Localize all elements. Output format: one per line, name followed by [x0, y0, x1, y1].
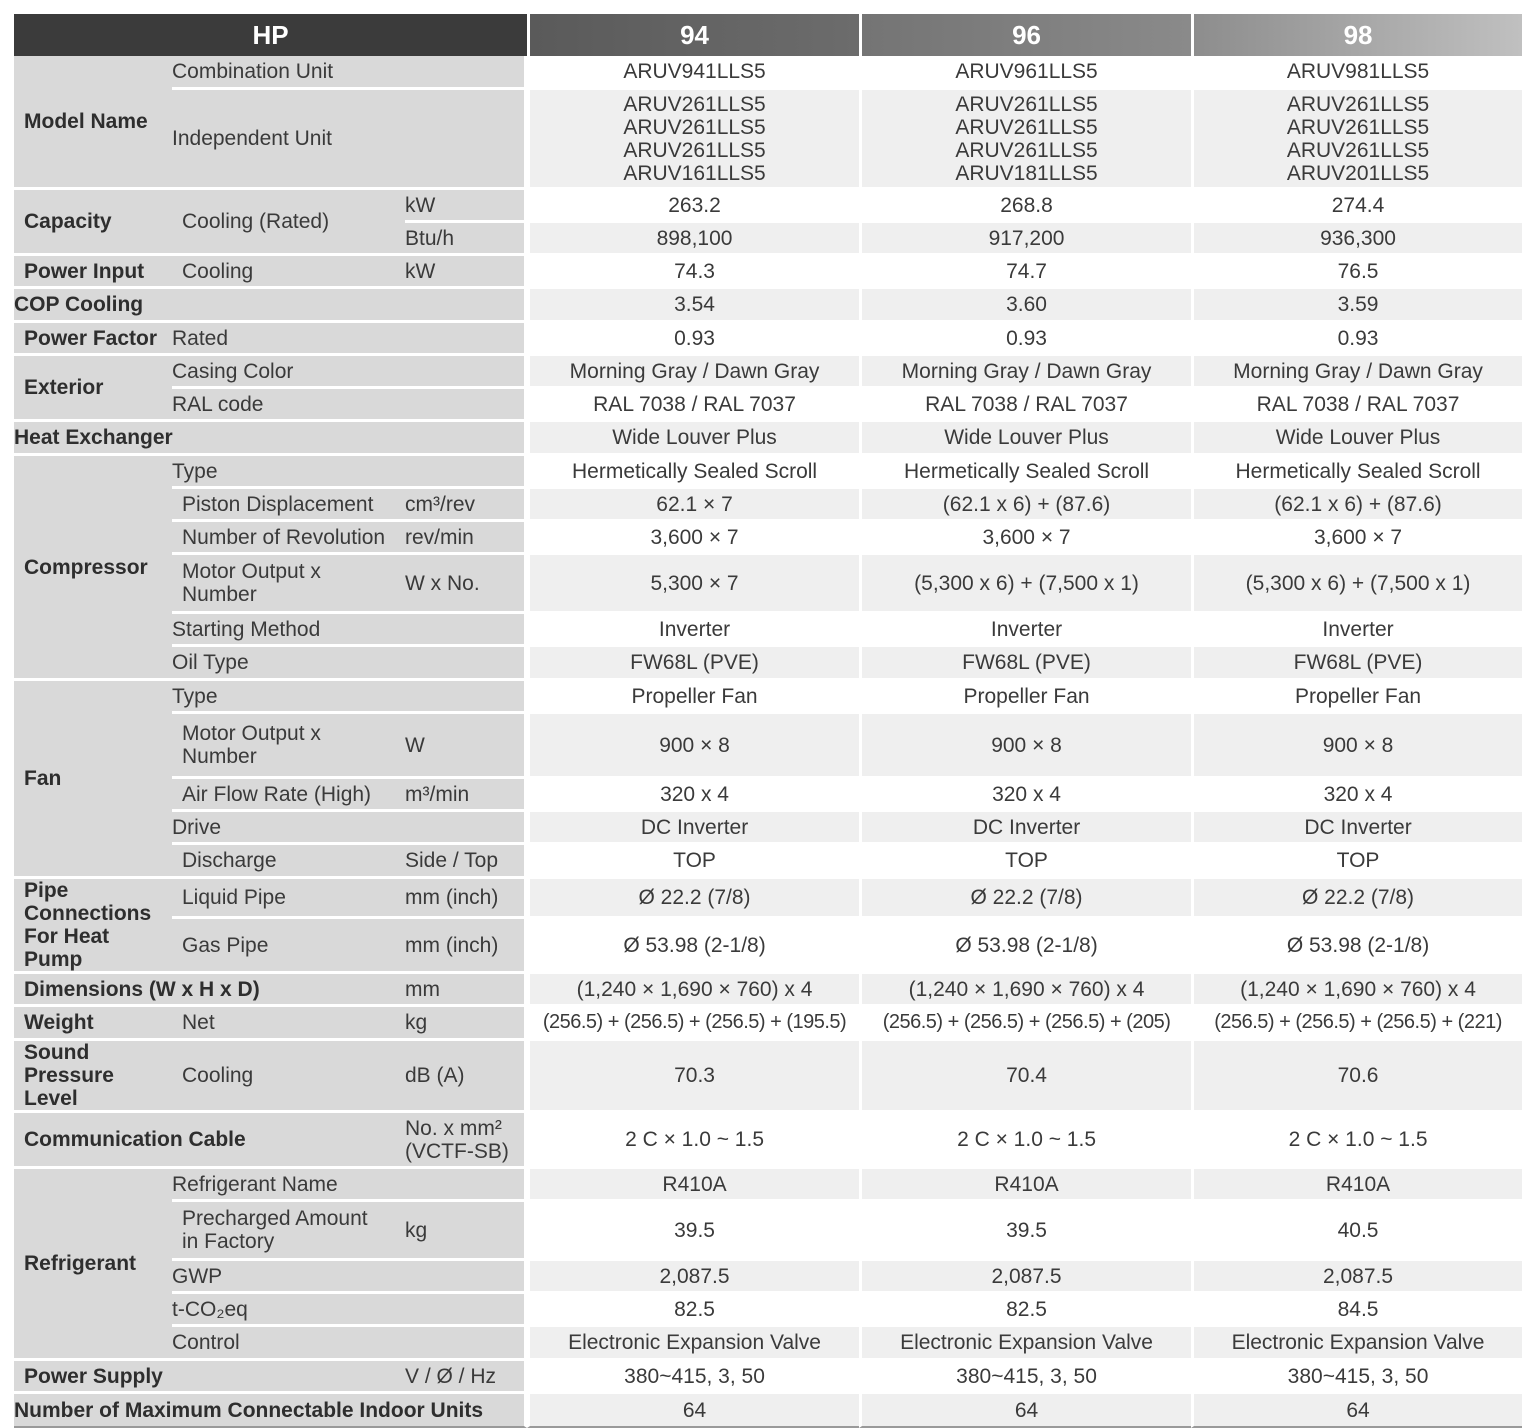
unit-kg: kg	[405, 1007, 527, 1041]
label-discharge: Discharge	[172, 845, 405, 879]
row-sound-pressure	[14, 1041, 1522, 1113]
label-air-flow-rate: Air Flow Rate (High)	[172, 779, 405, 812]
label-independent-unit: Independent Unit	[172, 90, 527, 190]
row-cop	[14, 289, 1522, 323]
unit-model: ARUV261LLS5	[1286, 138, 1430, 162]
value-cell: 2,087.5	[859, 1261, 1191, 1294]
value-cell: 900 × 8	[527, 714, 859, 779]
spec-table	[14, 14, 1522, 1428]
value-cell: 2,087.5	[1191, 1261, 1522, 1294]
model-96-header: 96	[859, 14, 1191, 56]
label-line: Number	[182, 745, 257, 768]
value-cell: Hermetically Sealed Scroll	[859, 456, 1191, 489]
value-cell: ARUV941LLS5	[527, 56, 859, 90]
unit-line: (VCTF-SB)	[405, 1139, 509, 1163]
value-cell: Inverter	[527, 614, 859, 647]
category-sound-pressure	[14, 1041, 172, 1113]
value-cell: Morning Gray / Dawn Gray	[527, 356, 859, 389]
row-dimensions	[14, 974, 1522, 1007]
label-precharged-amount	[172, 1202, 405, 1261]
row-piston-displacement	[14, 489, 1522, 522]
value-cell: Morning Gray / Dawn Gray	[859, 356, 1191, 389]
label-refrigerant-name: Refrigerant Name	[172, 1169, 527, 1202]
row-precharged-amount	[14, 1202, 1522, 1261]
header-row	[14, 14, 1522, 56]
row-liquid-pipe	[14, 879, 1522, 919]
value-cell: 0.93	[859, 323, 1191, 356]
label-cooling: Cooling	[172, 1041, 405, 1113]
label-cooling: Cooling	[172, 256, 405, 289]
row-refrigerant-name	[14, 1169, 1522, 1202]
value-cell: 74.3	[527, 256, 859, 289]
category-line: Connections	[24, 902, 152, 925]
value-cell: (256.5) + (256.5) + (256.5) + (195.5)	[527, 1007, 859, 1041]
row-power-factor	[14, 323, 1522, 356]
value-cell: 74.7	[859, 256, 1191, 289]
value-cell: 5,300 × 7	[527, 555, 859, 614]
unit-model: ARUV261LLS5	[1286, 92, 1430, 116]
row-t-co2eq	[14, 1294, 1522, 1327]
row-drive	[14, 812, 1522, 845]
unit-model: ARUV161LLS5	[623, 161, 766, 185]
label-casing-color: Casing Color	[172, 356, 527, 389]
unit-kw: kW	[405, 190, 527, 223]
unit-w: W	[405, 714, 527, 779]
value-cell: 268.8	[859, 190, 1191, 223]
value-cell: Electronic Expansion Valve	[1191, 1327, 1522, 1361]
label-gas-pipe: Gas Pipe	[172, 919, 405, 974]
value-cell: Ø 53.98 (2-1/8)	[859, 919, 1191, 974]
value-cell: 917,200	[859, 223, 1191, 256]
category-power-supply: Power Supply	[14, 1361, 405, 1394]
value-cell: Ø 53.98 (2-1/8)	[1191, 919, 1522, 974]
row-gas-pipe	[14, 919, 1522, 974]
value-cell: R410A	[527, 1169, 859, 1202]
value-cell: 0.93	[1191, 323, 1522, 356]
category-exterior: Exterior	[14, 356, 172, 422]
row-combination-unit	[14, 56, 1522, 90]
value-cell: Hermetically Sealed Scroll	[1191, 456, 1522, 489]
value-cell: Inverter	[859, 614, 1191, 647]
value-cell: 263.2	[527, 190, 859, 223]
unit-line: No. x mm²	[405, 1116, 502, 1140]
category-line: Sound	[24, 1041, 90, 1064]
unit-kg: kg	[405, 1202, 527, 1261]
label-liquid-pipe: Liquid Pipe	[172, 879, 405, 919]
category-communication-cable: Communication Cable	[14, 1113, 405, 1169]
value-cell: Ø 53.98 (2-1/8)	[527, 919, 859, 974]
value-cell: 380~415, 3, 50	[527, 1361, 859, 1394]
value-cell: RAL 7038 / RAL 7037	[1191, 389, 1522, 422]
unit-db-a: dB (A)	[405, 1041, 527, 1113]
label-line: in Factory	[182, 1230, 275, 1253]
row-gwp	[14, 1261, 1522, 1294]
label-drive: Drive	[172, 812, 527, 845]
value-cell: 64	[527, 1394, 859, 1428]
value-cell: Wide Louver Plus	[527, 422, 859, 456]
value-cell: 274.4	[1191, 190, 1522, 223]
row-compressor-motor	[14, 555, 1522, 614]
row-independent-unit	[14, 90, 1522, 190]
value-cell: 3.60	[859, 289, 1191, 323]
value-cell: FW68L (PVE)	[1191, 647, 1522, 681]
value-cell: 320 x 4	[859, 779, 1191, 812]
row-capacity-kw	[14, 190, 1522, 223]
unit-rev-min: rev/min	[405, 522, 527, 555]
value-cell: (5,300 x 6) + (7,500 x 1)	[859, 555, 1191, 614]
hp-header: HP	[14, 14, 527, 56]
unit-mm-inch: mm (inch)	[405, 919, 527, 974]
unit-model: ARUV261LLS5	[623, 115, 766, 139]
category-cop-cooling: COP Cooling	[14, 289, 527, 323]
label-oil-type: Oil Type	[172, 647, 527, 681]
value-cell: TOP	[527, 845, 859, 879]
label-starting-method: Starting Method	[172, 614, 527, 647]
label-combination-unit: Combination Unit	[172, 56, 527, 90]
value-cell: ARUV981LLS5	[1191, 56, 1522, 90]
value-cell: (5,300 x 6) + (7,500 x 1)	[1191, 555, 1522, 614]
value-cell: 3.59	[1191, 289, 1522, 323]
value-cell: Propeller Fan	[527, 681, 859, 714]
value-cell: 82.5	[859, 1294, 1191, 1327]
label-number-of-revolution: Number of Revolution	[172, 522, 405, 555]
row-weight	[14, 1007, 1522, 1041]
value-cell: (256.5) + (256.5) + (256.5) + (205)	[859, 1007, 1191, 1041]
value-cell: Inverter	[1191, 614, 1522, 647]
unit-cm3-rev: cm³/rev	[405, 489, 527, 522]
value-cell: TOP	[859, 845, 1191, 879]
unit-kw: kW	[405, 256, 527, 289]
category-power-factor: Power Factor	[14, 323, 172, 356]
category-refrigerant: Refrigerant	[14, 1169, 172, 1361]
value-cell: 3,600 × 7	[1191, 522, 1522, 555]
label-rated: Rated	[172, 323, 527, 356]
value-cell: 64	[1191, 1394, 1522, 1428]
label-control: Control	[172, 1327, 527, 1361]
category-power-input: Power Input	[14, 256, 172, 289]
value-cell: Propeller Fan	[1191, 681, 1522, 714]
value-cell	[527, 90, 859, 190]
value-cell: (1,240 × 1,690 × 760) x 4	[1191, 974, 1522, 1007]
value-cell: 900 × 8	[859, 714, 1191, 779]
value-cell: 3.54	[527, 289, 859, 323]
value-cell: DC Inverter	[859, 812, 1191, 845]
value-cell: 40.5	[1191, 1202, 1522, 1261]
value-cell: 64	[859, 1394, 1191, 1428]
category-dimensions: Dimensions (W x H x D)	[14, 974, 405, 1007]
label-type: Type	[172, 456, 527, 489]
row-casing-color	[14, 356, 1522, 389]
value-cell: Ø 22.2 (7/8)	[859, 879, 1191, 919]
value-cell: Ø 22.2 (7/8)	[527, 879, 859, 919]
row-fan-type	[14, 681, 1522, 714]
row-control	[14, 1327, 1522, 1361]
label-line: Precharged Amount	[182, 1207, 368, 1230]
unit-model: ARUV181LLS5	[955, 161, 1098, 185]
label-t-co2eq: t-CO₂eq	[172, 1294, 527, 1327]
value-cell: (256.5) + (256.5) + (256.5) + (221)	[1191, 1007, 1522, 1041]
unit-v-phase-hz: V / Ø / Hz	[405, 1361, 527, 1394]
unit-model: ARUV261LLS5	[623, 92, 766, 116]
value-cell: 320 x 4	[1191, 779, 1522, 812]
value-cell: 2 C × 1.0 ~ 1.5	[859, 1113, 1191, 1169]
value-cell: 900 × 8	[1191, 714, 1522, 779]
value-cell	[1191, 90, 1522, 190]
value-cell	[859, 90, 1191, 190]
model-94-header: 94	[527, 14, 859, 56]
label-cooling-rated: Cooling (Rated)	[172, 190, 405, 256]
value-cell: 936,300	[1191, 223, 1522, 256]
value-cell: (1,240 × 1,690 × 760) x 4	[527, 974, 859, 1007]
value-cell: 320 x 4	[527, 779, 859, 812]
row-power-input	[14, 256, 1522, 289]
label-piston-displacement: Piston Displacement	[172, 489, 405, 522]
model-98-header: 98	[1191, 14, 1522, 56]
label-ral-code: RAL code	[172, 389, 527, 422]
value-cell: Hermetically Sealed Scroll	[527, 456, 859, 489]
unit-m3-min: m³/min	[405, 779, 527, 812]
unit-model: ARUV201LLS5	[1286, 161, 1430, 185]
value-cell: Morning Gray / Dawn Gray	[1191, 356, 1522, 389]
value-cell: R410A	[859, 1169, 1191, 1202]
value-cell: Wide Louver Plus	[1191, 422, 1522, 456]
value-cell: 380~415, 3, 50	[1191, 1361, 1522, 1394]
value-cell: (1,240 × 1,690 × 760) x 4	[859, 974, 1191, 1007]
value-cell: RAL 7038 / RAL 7037	[859, 389, 1191, 422]
category-fan: Fan	[14, 681, 172, 879]
value-cell: 2 C × 1.0 ~ 1.5	[527, 1113, 859, 1169]
value-cell: (62.1 x 6) + (87.6)	[859, 489, 1191, 522]
unit-no-x-mm2	[405, 1113, 527, 1169]
value-cell: Propeller Fan	[859, 681, 1191, 714]
value-cell: 3,600 × 7	[527, 522, 859, 555]
unit-model: ARUV261LLS5	[1286, 115, 1430, 139]
value-cell: 82.5	[527, 1294, 859, 1327]
category-line: Pipe	[24, 879, 69, 902]
row-fan-motor	[14, 714, 1522, 779]
value-cell: 70.4	[859, 1041, 1191, 1113]
value-cell: 84.5	[1191, 1294, 1522, 1327]
unit-w-x-no: W x No.	[405, 555, 527, 614]
label-net: Net	[172, 1007, 405, 1041]
value-cell: 76.5	[1191, 256, 1522, 289]
row-discharge	[14, 845, 1522, 879]
value-cell: 380~415, 3, 50	[859, 1361, 1191, 1394]
value-cell: Electronic Expansion Valve	[527, 1327, 859, 1361]
row-ral-code	[14, 389, 1522, 422]
row-air-flow	[14, 779, 1522, 812]
row-communication-cable	[14, 1113, 1522, 1169]
row-starting-method	[14, 614, 1522, 647]
unit-side-top: Side / Top	[405, 845, 527, 879]
unit-model: ARUV261LLS5	[955, 138, 1098, 162]
value-cell: Electronic Expansion Valve	[859, 1327, 1191, 1361]
unit-model: ARUV261LLS5	[955, 92, 1098, 116]
value-cell: DC Inverter	[1191, 812, 1522, 845]
label-motor-output	[172, 555, 405, 614]
category-weight: Weight	[14, 1007, 172, 1041]
unit-model: ARUV261LLS5	[955, 115, 1098, 139]
category-max-indoor-units: Number of Maximum Connectable Indoor Units	[14, 1394, 527, 1428]
value-cell: Wide Louver Plus	[859, 422, 1191, 456]
value-cell: 70.6	[1191, 1041, 1522, 1113]
row-oil-type	[14, 647, 1522, 681]
value-cell: (62.1 x 6) + (87.6)	[1191, 489, 1522, 522]
label-gwp: GWP	[172, 1261, 527, 1294]
row-max-indoor-units	[14, 1394, 1522, 1428]
row-power-supply	[14, 1361, 1522, 1394]
value-cell: 39.5	[859, 1202, 1191, 1261]
label-motor-output	[172, 714, 405, 779]
value-cell: 62.1 × 7	[527, 489, 859, 522]
value-cell: FW68L (PVE)	[527, 647, 859, 681]
category-model-name: Model Name	[14, 56, 172, 190]
unit-mm-inch: mm (inch)	[405, 879, 527, 919]
value-cell: RAL 7038 / RAL 7037	[527, 389, 859, 422]
unit-btu: Btu/h	[405, 223, 527, 256]
value-cell: 2,087.5	[527, 1261, 859, 1294]
category-capacity: Capacity	[14, 190, 172, 256]
category-heat-exchanger: Heat Exchanger	[14, 422, 527, 456]
unit-model: ARUV261LLS5	[623, 138, 766, 162]
unit-mm: mm	[405, 974, 527, 1007]
row-compressor-type	[14, 456, 1522, 489]
label-line: Number	[182, 583, 257, 606]
category-compressor: Compressor	[14, 456, 172, 681]
label-line: Motor Output x	[182, 722, 321, 745]
value-cell: ARUV961LLS5	[859, 56, 1191, 90]
value-cell: R410A	[1191, 1169, 1522, 1202]
value-cell: FW68L (PVE)	[859, 647, 1191, 681]
category-line: For Heat Pump	[24, 925, 110, 971]
category-line: Pressure Level	[24, 1064, 114, 1110]
value-cell: 70.3	[527, 1041, 859, 1113]
value-cell: Ø 22.2 (7/8)	[1191, 879, 1522, 919]
value-cell: 39.5	[527, 1202, 859, 1261]
value-cell: TOP	[1191, 845, 1522, 879]
category-pipe-connections	[14, 879, 172, 974]
value-cell: 2 C × 1.0 ~ 1.5	[1191, 1113, 1522, 1169]
value-cell: DC Inverter	[527, 812, 859, 845]
value-cell: 3,600 × 7	[859, 522, 1191, 555]
label-line: Motor Output x	[182, 560, 321, 583]
label-type: Type	[172, 681, 527, 714]
value-cell: 0.93	[527, 323, 859, 356]
value-cell: 898,100	[527, 223, 859, 256]
row-heat-exchanger	[14, 422, 1522, 456]
row-revolution	[14, 522, 1522, 555]
